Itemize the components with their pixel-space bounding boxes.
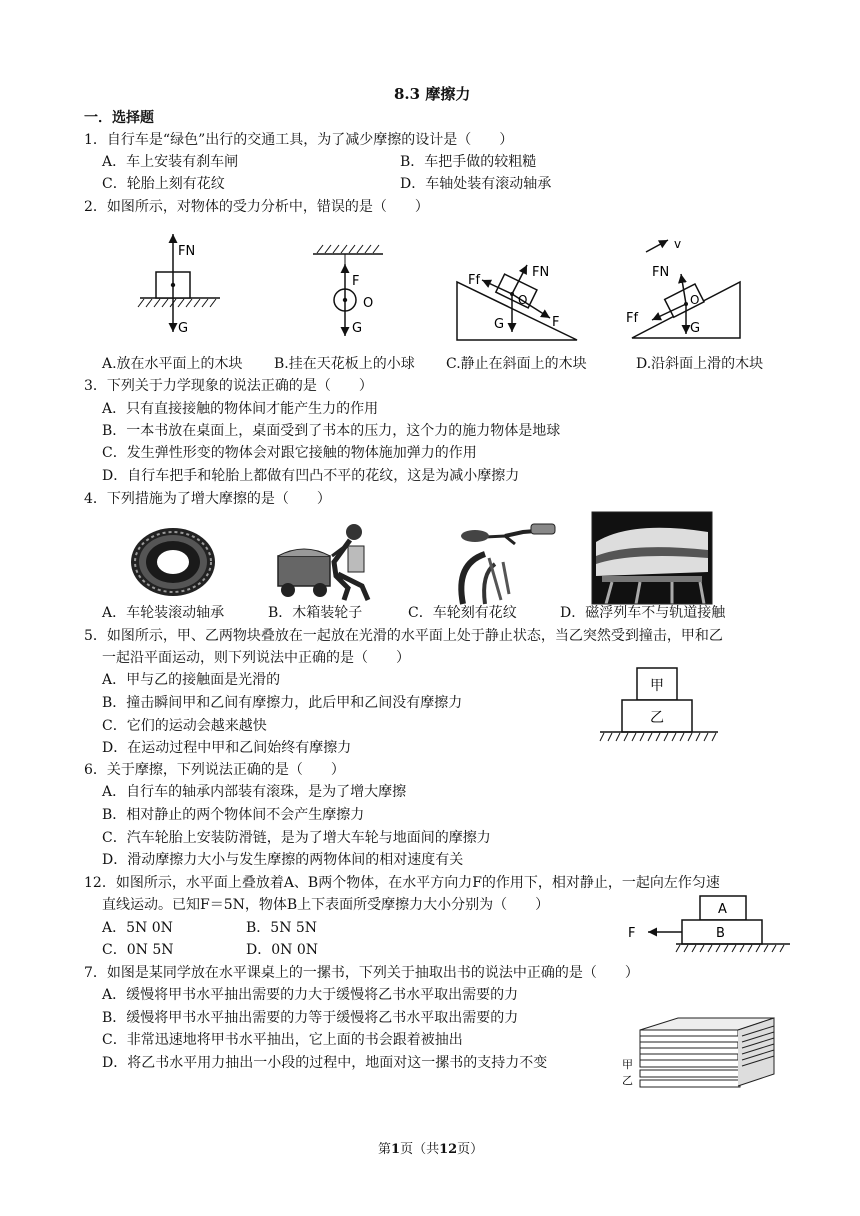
q2c-o-label: O bbox=[518, 293, 528, 307]
q1-option-d[interactable]: D．车轴处装有滚动轴承 bbox=[400, 176, 552, 192]
q2c-fn-label: FN bbox=[532, 265, 550, 280]
q5-option-b[interactable]: B．撞击瞬间甲和乙间有摩擦力，此后甲和乙间没有摩擦力 bbox=[102, 695, 463, 711]
q7-option-d[interactable]: D．将乙书水平用力抽出一小段的过程中，地面对这一摞书的支持力不变 bbox=[102, 1055, 548, 1071]
q7-book-stack-figure bbox=[618, 1018, 778, 1094]
q4-cart-image bbox=[272, 516, 382, 604]
q12-option-c[interactable]: C．0N 5N bbox=[102, 942, 174, 958]
q7-book-yi-label: 乙 bbox=[622, 1074, 633, 1087]
q2d-fn-label: FN bbox=[652, 265, 670, 280]
q4-bearing-image bbox=[128, 524, 218, 599]
q4-option-a[interactable]: A．车轮装滚动轴承 bbox=[102, 605, 225, 621]
q2-stem: 2．如图所示，对物体的受力分析中，错误的是（ ） bbox=[84, 199, 429, 215]
q6-option-d[interactable]: D．滑动摩擦力大小与发生摩擦的两物体间的相对速度有关 bbox=[102, 852, 464, 868]
q2a-fn-label: FN bbox=[178, 244, 196, 259]
q4-bicycle-image bbox=[445, 514, 565, 604]
q12-stem-line1: 12．如图所示，水平面上叠放着A、B两个物体，在水平方向力F的作用下，相对静止，一起向左作匀速 bbox=[84, 875, 720, 891]
q2-figure-c bbox=[452, 260, 602, 345]
q12-option-d[interactable]: D．0N 0N bbox=[246, 942, 318, 958]
page-footer bbox=[378, 1140, 483, 1160]
q3-stem: 3．下列关于力学现象的说法正确的是（ ） bbox=[84, 378, 373, 394]
q7-book-jia-label: 甲 bbox=[622, 1058, 633, 1071]
q6-option-c[interactable]: C．汽车轮胎上安装防滑链，是为了增大车轮与地面间的摩擦力 bbox=[102, 830, 491, 846]
q7-option-a[interactable]: A．缓慢将甲书水平抽出需要的力大于缓慢将乙书水平取出需要的力 bbox=[102, 987, 519, 1003]
q4-stem: 4．下列措施为了增大摩擦的是（ ） bbox=[84, 491, 331, 507]
q2c-g-label: G bbox=[494, 317, 505, 332]
q12-block-a-label: A bbox=[718, 902, 727, 917]
q4-maglev-image bbox=[592, 512, 712, 604]
q12-stem-line2: 直线运动。已知F＝5N，物体B上下表面所受摩擦力大小分别为（ ） bbox=[102, 897, 550, 913]
q2-figure-a bbox=[130, 228, 230, 338]
q4-option-c[interactable]: C．车轮刻有花纹 bbox=[408, 605, 517, 621]
q2-figure-d bbox=[626, 234, 756, 344]
q5-figure bbox=[600, 666, 720, 746]
q1-option-c[interactable]: C．轮胎上刻有花纹 bbox=[102, 176, 225, 192]
q2d-o-label: O bbox=[690, 293, 700, 307]
q6-stem: 6．关于摩擦，下列说法正确的是（ ） bbox=[84, 762, 345, 778]
q4-option-b[interactable]: B．木箱装轮子 bbox=[268, 605, 363, 621]
q5-bottom-block-label: 乙 bbox=[650, 710, 664, 726]
q2b-o-label: O bbox=[363, 296, 374, 311]
q1-stem: 1．自行车是“绿色”出行的交通工具，为了减少摩擦的设计是（ ） bbox=[84, 132, 514, 148]
q2a-g-label: G bbox=[178, 321, 189, 336]
q1-option-a[interactable]: A．车上安装有刹车闸 bbox=[102, 154, 239, 170]
q12-option-b[interactable]: B．5N 5N bbox=[246, 920, 318, 936]
q3-option-d[interactable]: D．自行车把手和轮胎上都做有凹凸不平的花纹，这是为减小摩擦力 bbox=[102, 468, 520, 484]
section-heading: 一．选择题 bbox=[84, 110, 154, 126]
q2-figure-b bbox=[308, 240, 398, 340]
q6-option-a[interactable]: A．自行车的轴承内部装有滚珠，是为了增大摩擦 bbox=[102, 784, 407, 800]
q12-force-label: F bbox=[628, 926, 636, 941]
q7-option-c[interactable]: C．非常迅速地将甲书水平抽出，它上面的书会跟着被抽出 bbox=[102, 1032, 463, 1048]
q5-stem-line2: 一起沿平面运动，则下列说法中正确的是（ ） bbox=[102, 650, 410, 666]
q5-top-block-label: 甲 bbox=[650, 678, 664, 694]
footer-prefix: 第 bbox=[378, 1142, 392, 1157]
q2d-ff-label: Ff bbox=[626, 311, 639, 326]
footer-mid: 页（共 bbox=[400, 1142, 440, 1157]
q4-option-d[interactable]: D．磁浮列车不与轨道接触 bbox=[560, 605, 726, 621]
footer-total-pages: 12 bbox=[439, 1142, 458, 1157]
q2d-v-label: v bbox=[674, 237, 682, 251]
q3-option-c[interactable]: C．发生弹性形变的物体会对跟它接触的物体施加弹力的作用 bbox=[102, 445, 477, 461]
q5-option-a[interactable]: A．甲与乙的接触面是光滑的 bbox=[102, 672, 281, 688]
q12-block-b-label: B bbox=[716, 926, 725, 941]
q6-option-b[interactable]: B．相对静止的两个物体间不会产生摩擦力 bbox=[102, 807, 365, 823]
q2-option-d[interactable]: D.沿斜面上滑的木块 bbox=[636, 356, 764, 372]
q2c-ff-label: Ff bbox=[468, 273, 481, 288]
q5-option-c[interactable]: C．它们的运动会越来越快 bbox=[102, 718, 267, 734]
q3-option-b[interactable]: B．一本书放在桌面上，桌面受到了书本的压力，这个力的施力物体是地球 bbox=[102, 423, 561, 439]
q12-figure bbox=[626, 892, 796, 956]
q7-stem: 7．如图是某同学放在水平课桌上的一摞书，下列关于抽取出书的说法中正确的是（ ） bbox=[84, 965, 639, 981]
page-title: 8.3 摩擦力 bbox=[394, 85, 471, 103]
footer-page-number: 1 bbox=[391, 1142, 401, 1157]
q5-option-d[interactable]: D．在运动过程中甲和乙间始终有摩擦力 bbox=[102, 740, 352, 756]
q2-option-c[interactable]: C.静止在斜面上的木块 bbox=[446, 356, 587, 372]
q12-option-a[interactable]: A．5N 0N bbox=[102, 920, 173, 936]
q2b-g-label: G bbox=[352, 321, 363, 336]
q2b-f-label: F bbox=[352, 274, 360, 289]
q2-option-a[interactable]: A.放在水平面上的木块 bbox=[102, 356, 243, 372]
q5-stem-line1: 5．如图所示，甲、乙两物块叠放在一起放在光滑的水平面上处于静止状态，当乙突然受到撞击，甲和乙 bbox=[84, 628, 723, 644]
q3-option-a[interactable]: A．只有直接接触的物体间才能产生力的作用 bbox=[102, 401, 379, 417]
footer-suffix: 页） bbox=[457, 1142, 484, 1157]
q2c-f-label: F bbox=[552, 315, 560, 330]
q7-option-b[interactable]: B．缓慢将甲书水平抽出需要的力等于缓慢将乙书水平取出需要的力 bbox=[102, 1010, 519, 1026]
q1-option-b[interactable]: B．车把手做的较粗糙 bbox=[400, 154, 537, 170]
q2-option-b[interactable]: B.挂在天花板上的小球 bbox=[274, 356, 415, 372]
q2d-g-label: G bbox=[690, 321, 701, 336]
